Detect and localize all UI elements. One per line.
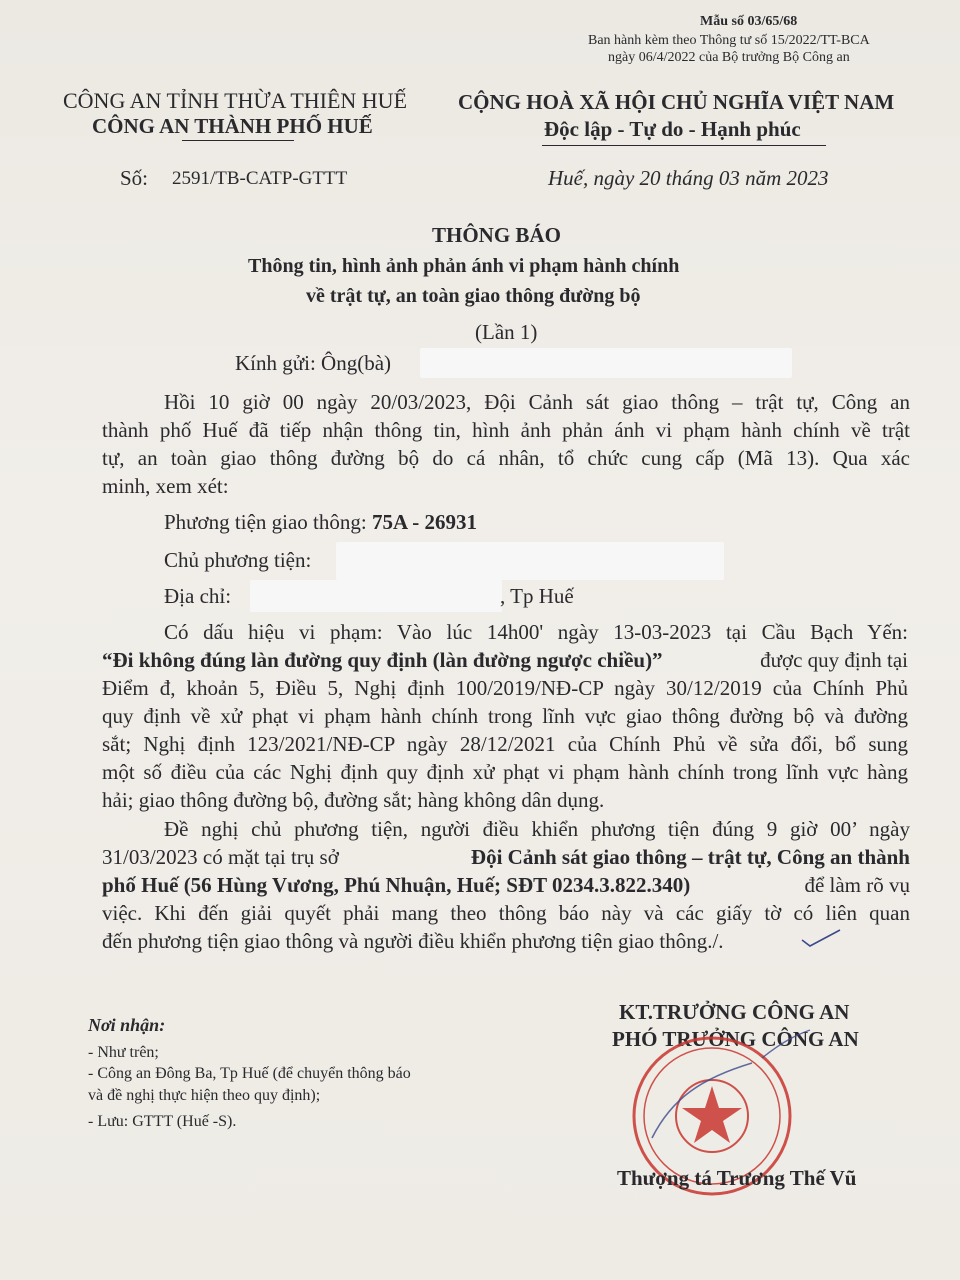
redacted-owner-name [336, 542, 724, 580]
request-line [102, 871, 910, 899]
request-line: Đề nghị chủ phương tiện, người điều khiển phương tiện đúng 9 giờ 00’ ngày [164, 817, 910, 841]
motto-underline [542, 145, 826, 146]
signature-title-2: PHÓ TRƯỞNG CÔNG AN [612, 1027, 859, 1051]
form-issued-line2: ngày 06/4/2022 của Bộ trưởng Bộ Công an [608, 50, 850, 65]
violation-paragraph [102, 618, 908, 814]
form-number: Mẫu số 03/65/68 [700, 14, 798, 29]
recipient-item: - Như trên; [88, 1044, 159, 1061]
intro-line: Hồi 10 giờ 00 ngày 20/03/2023, Đội Cảnh sát giao thông – trật tự, Công an [164, 390, 910, 414]
agency-name: CÔNG AN THÀNH PHỐ HUẾ [92, 114, 373, 138]
doc-subtitle-1: Thông tin, hình ảnh phản ánh vi phạm hành chính [248, 255, 680, 277]
request-text: 31/03/2023 có mặt tại trụ sở [102, 845, 339, 869]
intro-line: tự, an toàn giao thông đường bộ do cá nhân, tổ chức cung cấp (Mã 13). Qua xác [102, 446, 910, 470]
ink-check-mark [800, 926, 844, 948]
request-line: đến phương tiện giao thông và người điều khiển phương tiện giao thông./. [102, 929, 724, 953]
violation-line: Điểm đ, khoản 5, Điều 5, Nghị định 100/2019/NĐ-CP ngày 30/12/2019 của Chính Phủ [102, 676, 908, 700]
violation-quote-tail: được quy định tại [760, 648, 908, 672]
redacted-recipient-name [420, 348, 792, 378]
redacted-address [250, 580, 502, 612]
violation-line: một số điều của các Nghị định quy định xử phạt vi phạm hành chính trong lĩnh vực hàng [102, 760, 908, 784]
recipients-heading: Nơi nhận: [88, 1015, 166, 1035]
address-label: Địa chỉ: [164, 584, 232, 608]
request-office-address: phố Huế (56 Hùng Vương, Phú Nhuận, Huế; SĐT 0234.3.822.340) [102, 873, 691, 897]
signer-name: Thượng tá Trương Thế Vũ [617, 1166, 857, 1190]
violation-line: quy định về xử phạt vi phạm hành chính trong lĩnh vực giao thông đường bộ và đường [102, 704, 908, 728]
agency-underline [182, 140, 294, 141]
recipient-item: - Công an Đông Ba, Tp Huế (để chuyển thông báo [88, 1065, 411, 1082]
place-date: Huế, ngày 20 tháng 03 năm 2023 [548, 166, 829, 190]
doc-subtitle-2: về trật tự, an toàn giao thông đường bộ [306, 285, 641, 307]
violation-quote: “Đi không đúng làn đường quy định (làn đường ngược chiều)” [102, 648, 663, 672]
recipient-item: - Lưu: GTTT (Huế -S). [88, 1113, 237, 1130]
agency-parent: CÔNG AN TỈNH THỪA THIÊN HUẾ [63, 88, 408, 113]
intro-paragraph [102, 388, 910, 500]
national-motto: Độc lập - Tự do - Hạnh phúc [544, 117, 801, 141]
form-issued-line1: Ban hành kèm theo Thông tư số 15/2022/TT-BCA [588, 33, 870, 48]
owner-label: Chủ phương tiện: [164, 548, 312, 572]
recipient-item: và đề nghị thực hiện theo quy định); [88, 1087, 321, 1104]
doc-number: 2591/TB-CATP-GTTT [172, 168, 348, 189]
country-name: CỘNG HOÀ XÃ HỘI CHỦ NGHĨA VIỆT NAM [458, 90, 895, 114]
intro-line: thành phố Huế đã tiếp nhận thông tin, hình ảnh phản ánh vi phạm hành chính về trật [102, 418, 910, 442]
request-text: để làm rõ vụ [804, 873, 910, 897]
vehicle-label: Phương tiện giao thông: [164, 510, 367, 534]
vehicle-row [164, 510, 477, 535]
doc-title: THÔNG BÁO [432, 223, 561, 247]
violation-line: sắt; Nghị định 123/2021/NĐ-CP ngày 28/12/2021 của Chính Phủ về sửa đổi, bổ sung [102, 732, 908, 756]
violation-line: Có dấu hiệu vi phạm: Vào lúc 14h00' ngày 13-03-2023 tại Cầu Bạch Yến: [164, 620, 908, 644]
request-line: việc. Khi đến giải quyết phải mang theo thông báo này và các giấy tờ có liên quan [102, 901, 910, 925]
occurrence-label: (Lần 1) [475, 320, 538, 344]
doc-number-label: Số: [120, 166, 149, 190]
violation-quote-line [102, 646, 908, 674]
violation-line: hải; giao thông đường bộ, đường sắt; hàng không dân dụng. [102, 788, 605, 812]
salutation: Kính gửi: Ông(bà) [235, 351, 392, 375]
request-line [102, 843, 910, 871]
request-paragraph [102, 815, 910, 955]
vehicle-plate: 75A - 26931 [371, 510, 477, 534]
request-office: Đội Cảnh sát giao thông – trật tự, Công an thành [470, 845, 910, 869]
address-city: , Tp Huế [500, 584, 574, 608]
intro-line: minh, xem xét: [102, 474, 229, 498]
signature-title-1: KT.TRƯỞNG CÔNG AN [619, 1000, 850, 1024]
